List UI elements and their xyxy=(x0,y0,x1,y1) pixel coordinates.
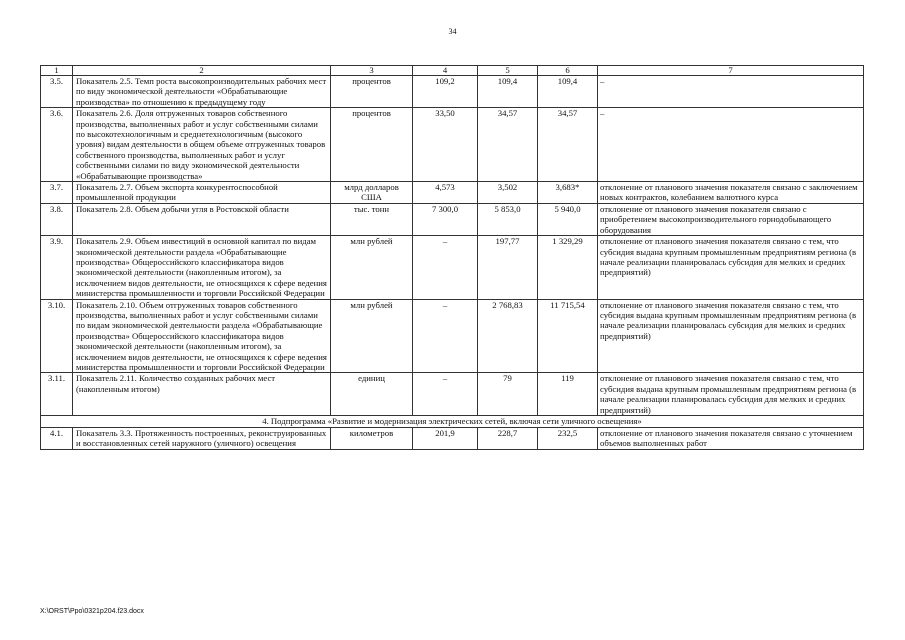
value-col-4: 109,2 xyxy=(413,76,478,108)
value-col-5: 2 768,83 xyxy=(478,299,538,373)
column-numbers-row xyxy=(41,66,864,76)
value-col-5: 109,4 xyxy=(478,76,538,108)
row-number: 3.9. xyxy=(41,236,73,299)
indicator-name: Показатель 2.9. Объем инвестиций в основной капитал по видам экономической деятельности раздела «Обрабатывающие производства» Общероссийского классификатора видов экономической деятельности (накопленным итогом), за исключением видов деятельности, не относящихся к сфере ведения министерства промышленности и торговли Российской Федерации xyxy=(73,236,331,299)
row-number: 3.7. xyxy=(41,182,73,204)
value-col-5: 197,77 xyxy=(478,236,538,299)
indicator-name: Показатель 2.11. Количество созданных рабочих мест (накопленным итогом) xyxy=(73,373,331,416)
column-number: 7 xyxy=(598,66,864,76)
value-col-5: 34,57 xyxy=(478,108,538,182)
table-row xyxy=(41,108,864,182)
deviation-note: – xyxy=(598,108,864,182)
table-row xyxy=(41,182,864,204)
indicator-name: Показатель 2.7. Объем экспорта конкурентоспособной промышленной продукции xyxy=(73,182,331,204)
value-col-4: 4,573 xyxy=(413,182,478,204)
value-col-4: 7 300,0 xyxy=(413,203,478,235)
indicator-name: Показатель 2.10. Объем отгруженных товаров собственного производства, выполненных работ и услуг собственными силами по видам экономической деятельности раздела «Обрабатывающие производства» Общероссийского классификатора видов экономической деятельности (накопленным итогом), за исключением видов деятельности, не относящихся к сфере ведения министерства промышленности и торговли Российской Федерации xyxy=(73,299,331,373)
section-title: 4. Подпрограмма «Развитие и модернизация электрических сетей, включая сети уличного освещения» xyxy=(41,416,864,428)
unit-of-measure: тыс. тонн xyxy=(331,203,413,235)
indicator-name: Показатель 3.3. Протяженность построенных, реконструированных и восстановленных сетей наружного (уличного) освещения xyxy=(73,428,331,450)
value-col-4: – xyxy=(413,373,478,416)
table-row xyxy=(41,428,864,450)
value-col-5: 3,502 xyxy=(478,182,538,204)
deviation-note: отклонение от планового значения показателя связано с тем, что субсидия выдана крупным промышленным предприятиям региона (в начале реализации планировалась субсидия для мелких и средних предприятий) xyxy=(598,373,864,416)
row-number: 4.1. xyxy=(41,428,73,450)
value-col-6: 3,683* xyxy=(538,182,598,204)
value-col-5: 79 xyxy=(478,373,538,416)
unit-of-measure: млрд долларов США xyxy=(331,182,413,204)
value-col-6: 34,57 xyxy=(538,108,598,182)
unit-of-measure: единиц xyxy=(331,373,413,416)
deviation-note: отклонение от планового значения показателя связано с приобретением высокопроизводительного горнодобывающего оборудования xyxy=(598,203,864,235)
deviation-note: отклонение от планового значения показателя связано с уточнением объемов выполненных работ xyxy=(598,428,864,450)
unit-of-measure: процентов xyxy=(331,108,413,182)
deviation-note: – xyxy=(598,76,864,108)
value-col-6: 119 xyxy=(538,373,598,416)
column-number: 4 xyxy=(413,66,478,76)
value-col-6: 232,5 xyxy=(538,428,598,450)
table-row xyxy=(41,203,864,235)
value-col-6: 5 940,0 xyxy=(538,203,598,235)
value-col-6: 109,4 xyxy=(538,76,598,108)
row-number: 3.8. xyxy=(41,203,73,235)
unit-of-measure: процентов xyxy=(331,76,413,108)
table-row xyxy=(41,236,864,299)
page-number: 34 xyxy=(448,27,457,36)
section-header-row xyxy=(41,416,864,428)
column-number: 1 xyxy=(41,66,73,76)
value-col-6: 1 329,29 xyxy=(538,236,598,299)
value-col-4: 33,50 xyxy=(413,108,478,182)
value-col-6: 11 715,54 xyxy=(538,299,598,373)
row-number: 3.6. xyxy=(41,108,73,182)
table-row xyxy=(41,373,864,416)
value-col-4: – xyxy=(413,236,478,299)
deviation-note: отклонение от планового значения показателя связано с заключением новых контрактов, колебанием валютного курса xyxy=(598,182,864,204)
value-col-4: 201,9 xyxy=(413,428,478,450)
value-col-5: 228,7 xyxy=(478,428,538,450)
unit-of-measure: километров xyxy=(331,428,413,450)
deviation-note: отклонение от планового значения показателя связано с тем, что субсидия выдана крупным промышленным предприятиям региона (в начале реализации планировалась субсидия для мелких и средних предприятий) xyxy=(598,236,864,299)
column-number: 2 xyxy=(73,66,331,76)
unit-of-measure: млн рублей xyxy=(331,236,413,299)
column-number: 5 xyxy=(478,66,538,76)
table-row xyxy=(41,299,864,373)
deviation-note: отклонение от планового значения показателя связано с тем, что субсидия выдана крупным промышленным предприятиям региона (в начале реализации планировалась субсидия для мелких и средних предприятий) xyxy=(598,299,864,373)
unit-of-measure: млн рублей xyxy=(331,299,413,373)
indicator-name: Показатель 2.6. Доля отгруженных товаров собственного производства, выполненных работ и услуг собственными силами по высокотехнологичным и среднетехнологичным (высокого уровня) видам деятельности в общем объеме отгруженных товаров собственного производства, выполненных работ и услуг собственными силами по виду экономической деятельности «Обрабатывающие производства» xyxy=(73,108,331,182)
table-row xyxy=(41,76,864,108)
value-col-5: 5 853,0 xyxy=(478,203,538,235)
column-number: 3 xyxy=(331,66,413,76)
indicators-table xyxy=(40,65,864,450)
file-path: X:\ORST\Ppo\0321p204.f23.docx xyxy=(40,608,144,615)
row-number: 3.5. xyxy=(41,76,73,108)
indicator-name: Показатель 2.5. Темп роста высокопроизводительных рабочих мест по виду экономической деятельности «Обрабатывающие производства» по отношению к предыдущему году xyxy=(73,76,331,108)
row-number: 3.11. xyxy=(41,373,73,416)
indicator-name: Показатель 2.8. Объем добычи угля в Ростовской области xyxy=(73,203,331,235)
row-number: 3.10. xyxy=(41,299,73,373)
value-col-4: – xyxy=(413,299,478,373)
column-number: 6 xyxy=(538,66,598,76)
